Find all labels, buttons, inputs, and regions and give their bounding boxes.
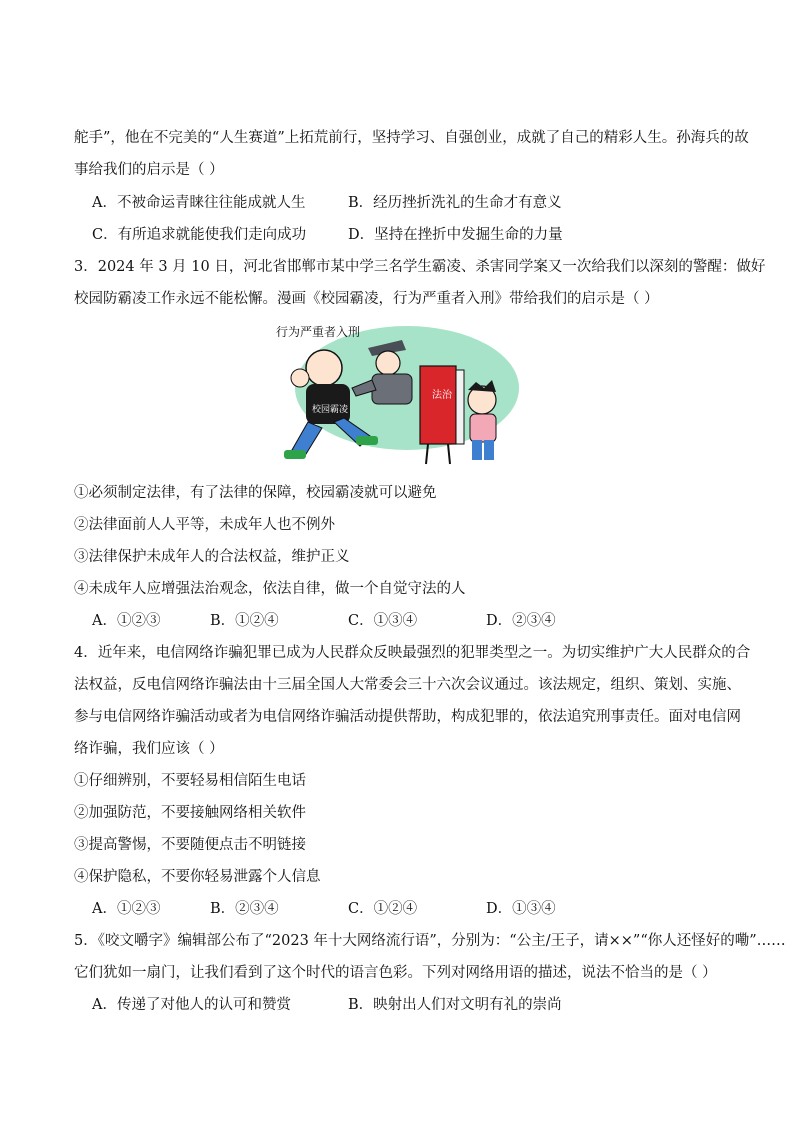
victim-figure [468,380,496,460]
q4-option-a[interactable]: A．①②③ [92,901,161,917]
q4-stem-line-4: 络诈骗，我们应该（ ） [74,741,224,757]
cartoon-title: 行为严重者入刑 [276,325,361,339]
q2-option-c[interactable]: C．有所追求就能使我们走向成功 [92,227,307,243]
q3-stem-line-2: 校园防霸凌工作永远不能松懈。漫画《校园霸凌，行为严重者入刑》带给我们的启示是（ ） [74,291,659,307]
cartoon-campus-bullying [272,318,522,468]
q3-statement-2: ②法律面前人人平等，未成年人也不例外 [74,517,335,533]
q2-option-b[interactable]: B．经历挫折洗礼的生命才有意义 [348,195,562,211]
q5-option-b[interactable]: B．映射出人们对文明有礼的崇尚 [348,997,562,1013]
q4-option-c[interactable]: C．①②④ [348,901,418,917]
q3-option-d[interactable]: D．②③④ [486,613,556,629]
q3-statement-3: ③法律保护未成年人的合法权益，维护正义 [74,549,350,565]
q4-stem-line-2: 法权益，反电信网络诈骗法由十三届全国人大常委会三十六次会议通过。该法规定，组织、策划、实施、 [74,677,741,693]
q4-statement-1: ①仔细辨别，不要轻易相信陌生电话 [74,773,306,789]
q5-stem-line-2: 它们犹如一扇门，让我们看到了这个时代的语言色彩。下列对网络用语的描述，说法不恰当的是（ ） [74,965,717,981]
law-book-text: 法治 [432,390,452,401]
q2-stem-line-2: 事给我们的启示是（ ） [74,162,224,178]
q3-statement-4: ④未成年人应增强法治观念，依法自律，做一个自觉守法的人 [74,581,466,597]
q4-statement-3: ③提高警惕，不要随便点击不明链接 [74,837,306,853]
q2-option-d[interactable]: D．坚持在挫折中发掘生命的力量 [348,227,563,243]
q5-option-a[interactable]: A．传递了对他人的认可和赞赏 [92,997,291,1013]
q2-option-a[interactable]: A．不被命运青睐往往能成就人生 [92,195,306,211]
q3-option-b[interactable]: B．①②④ [210,613,279,629]
q4-stem-line-1: 4．近年来，电信网络诈骗犯罪已成为人民群众反映最强烈的犯罪类型之一。为切实维护广大人民群众的合 [74,645,751,661]
q3-statement-1: ①必须制定法律，有了法律的保障，校园霸凌就可以避免 [74,485,437,501]
bully-shirt-text: 校园霸凌 [312,405,349,415]
q3-option-c[interactable]: C．①③④ [348,613,418,629]
q5-stem-line-1: 5．《咬文嚼字》编辑部公布了“2023 年十大网络流行语”，分别为：“公主/王子，请××”“你人还怪好的嘞”…… [74,933,786,949]
q4-statement-2: ②加强防范，不要接触网络相关软件 [74,805,306,821]
q4-statement-4: ④保护隐私，不要你轻易泄露个人信息 [74,869,321,885]
q4-stem-line-3: 参与电信网络诈骗活动或者为电信网络诈骗活动提供帮助，构成犯罪的，依法追究刑事责任。面对电信网 [74,709,741,725]
q3-stem-line-1: 3．2024 年 3 月 10 日，河北省邯郸市某中学三名学生霸凌、杀害同学案又一次给我们以深刻的警醒：做好 [74,259,766,275]
q4-option-b[interactable]: B．②③④ [210,901,279,917]
q3-option-a[interactable]: A．①②③ [92,613,161,629]
q4-option-d[interactable]: D．①③④ [486,901,556,917]
law-book [420,366,464,464]
q2-stem-line-1: 舵手”，他在不完美的“人生赛道”上拓荒前行，坚持学习、自强创业，成就了自己的精彩人生。孙海兵的故 [74,130,749,146]
